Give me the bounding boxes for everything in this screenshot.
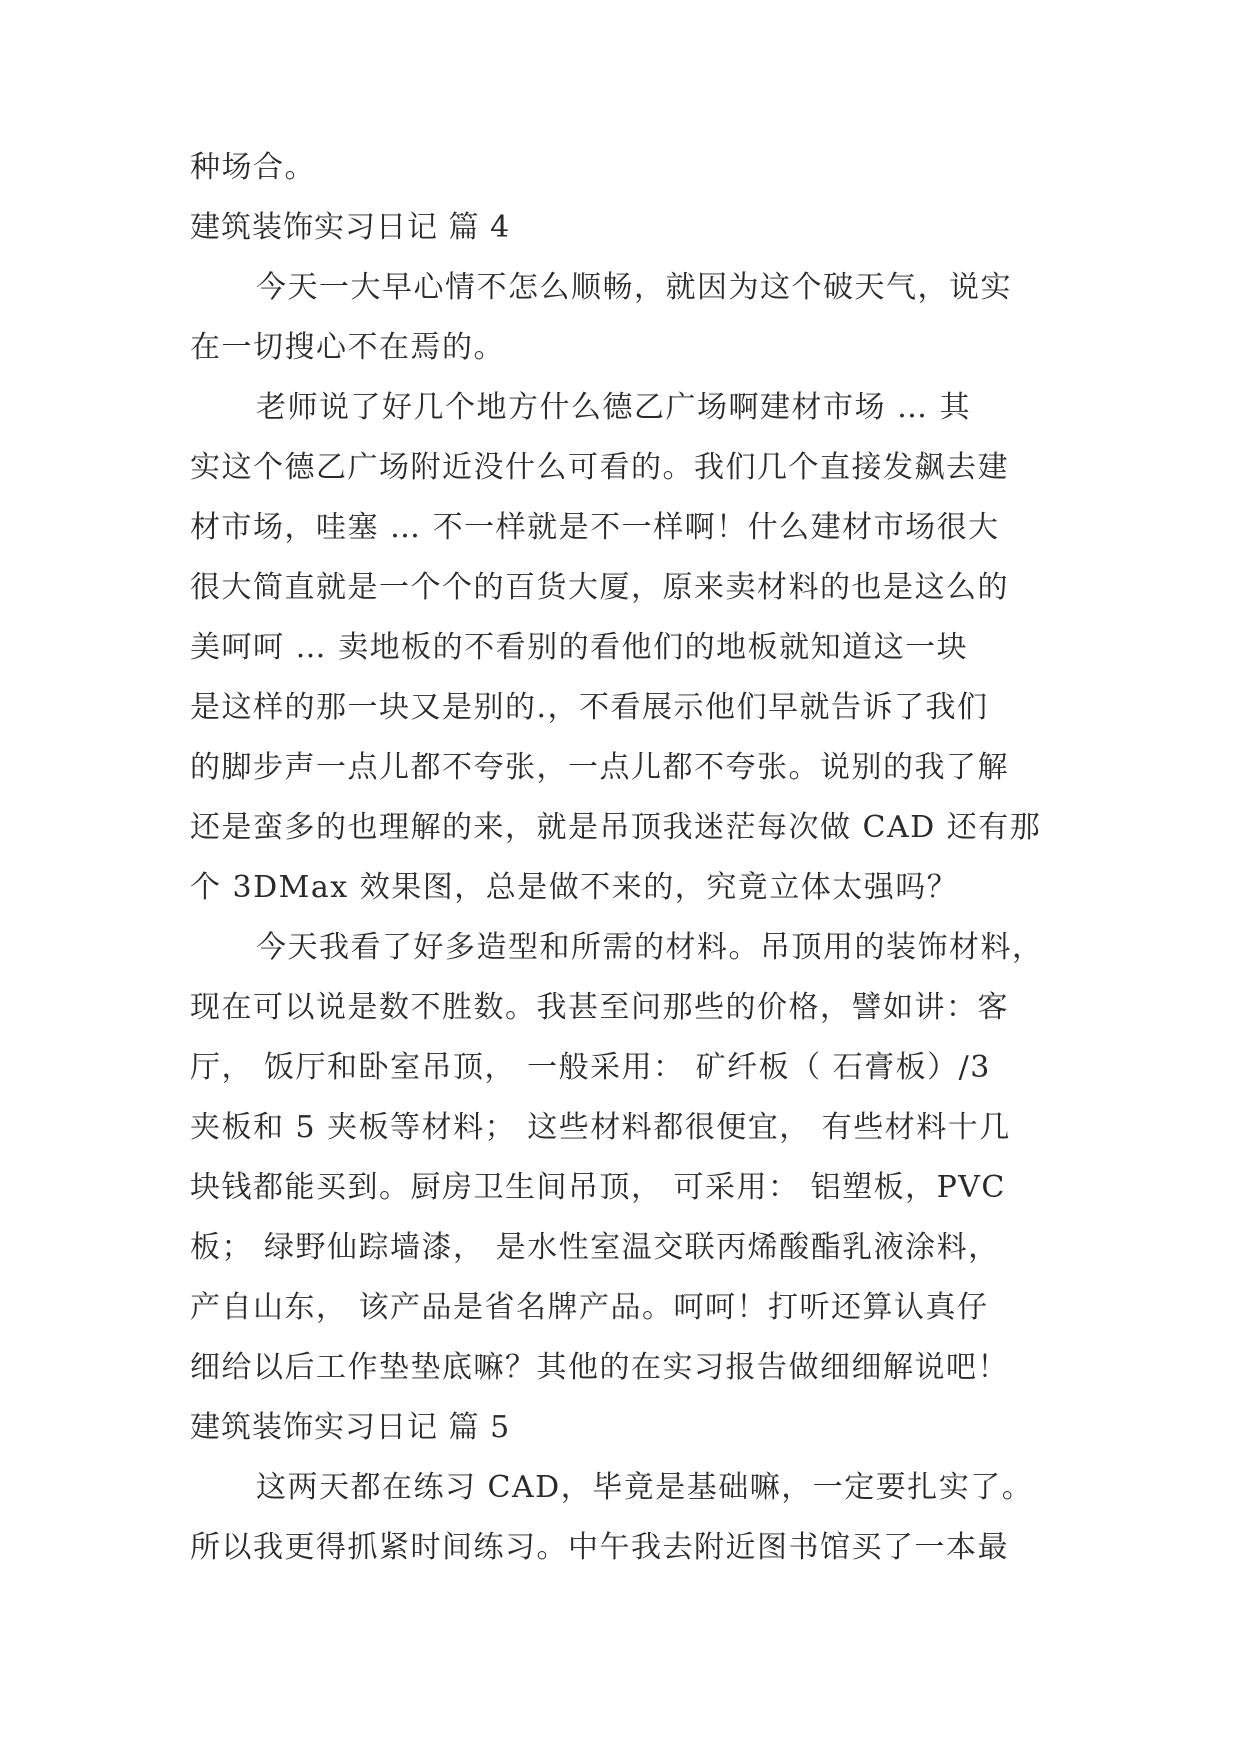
section-heading: 建筑装饰实习日记 篇 4 xyxy=(190,210,511,245)
body-text-line: 种场合。 xyxy=(190,150,316,185)
section-heading: 建筑装饰实习日记 篇 5 xyxy=(190,1410,511,1445)
paragraph-first-line: 今天一大早心情不怎么顺畅，就因为这个破天气，说实 xyxy=(256,270,1012,305)
body-text-line: 的脚步声一点儿都不夸张，一点儿都不夸张。说别的我了解 xyxy=(190,750,1009,785)
body-text-line: 厅， 饭厅和卧室吊顶， 一般采用： 矿纤板（ 石膏板）/3 xyxy=(190,1050,991,1085)
body-text-line: 现在可以说是数不胜数。我甚至问那些的价格，譬如讲：客 xyxy=(190,990,1009,1025)
body-text-line: 还是蛮多的也理解的来，就是吊顶我迷茫每次做 CAD 还有那 xyxy=(190,810,1042,845)
body-text-line: 夹板和 5 夹板等材料； 这些材料都很便宜， 有些材料十几 xyxy=(190,1110,1011,1145)
paragraph-first-line: 老师说了好几个地方什么德乙广场啊建材市场 … 其 xyxy=(256,390,972,425)
body-text-line: 板； 绿野仙踪墙漆， 是水性室温交联丙烯酸酯乳液涂料， xyxy=(190,1230,1000,1265)
paragraph-first-line: 这两天都在练习 CAD，毕竟是基础嘛，一定要扎实了。 xyxy=(256,1470,1034,1505)
body-text-line: 细给以后工作垫垫底嘛？其他的在实习报告做细细解说吧！ xyxy=(190,1350,1009,1385)
body-text-line: 个 3DMax 效果图，总是做不来的，究竟立体太强吗？ xyxy=(190,870,959,905)
body-text-line: 美呵呵 … 卖地板的不看别的看他们的地板就知道这一块 xyxy=(190,630,969,665)
body-text-line: 材市场，哇塞 … 不一样就是不一样啊！什么建材市场很大 xyxy=(190,510,1000,545)
body-text-line: 所以我更得抓紧时间练习。中午我去附近图书馆买了一本最 xyxy=(190,1530,1009,1565)
body-text-line: 块钱都能买到。厨房卫生间吊顶， 可采用： 铝塑板，PVC xyxy=(190,1170,1006,1205)
body-text-line: 实这个德乙广场附近没什么可看的。我们几个直接发飙去建 xyxy=(190,450,1009,485)
body-text-line: 在一切搜心不在焉的。 xyxy=(190,330,505,365)
body-text-line: 很大简直就是一个个的百货大厦，原来卖材料的也是这么的 xyxy=(190,570,1009,605)
paragraph-first-line: 今天我看了好多造型和所需的材料。吊顶用的装饰材料， xyxy=(256,930,1044,965)
body-text-line: 产自山东， 该产品是省名牌产品。呵呵！打听还算认真仔 xyxy=(190,1290,989,1325)
body-text-line: 是这样的那一块又是别的.，不看展示他们早就告诉了我们 xyxy=(190,690,989,725)
